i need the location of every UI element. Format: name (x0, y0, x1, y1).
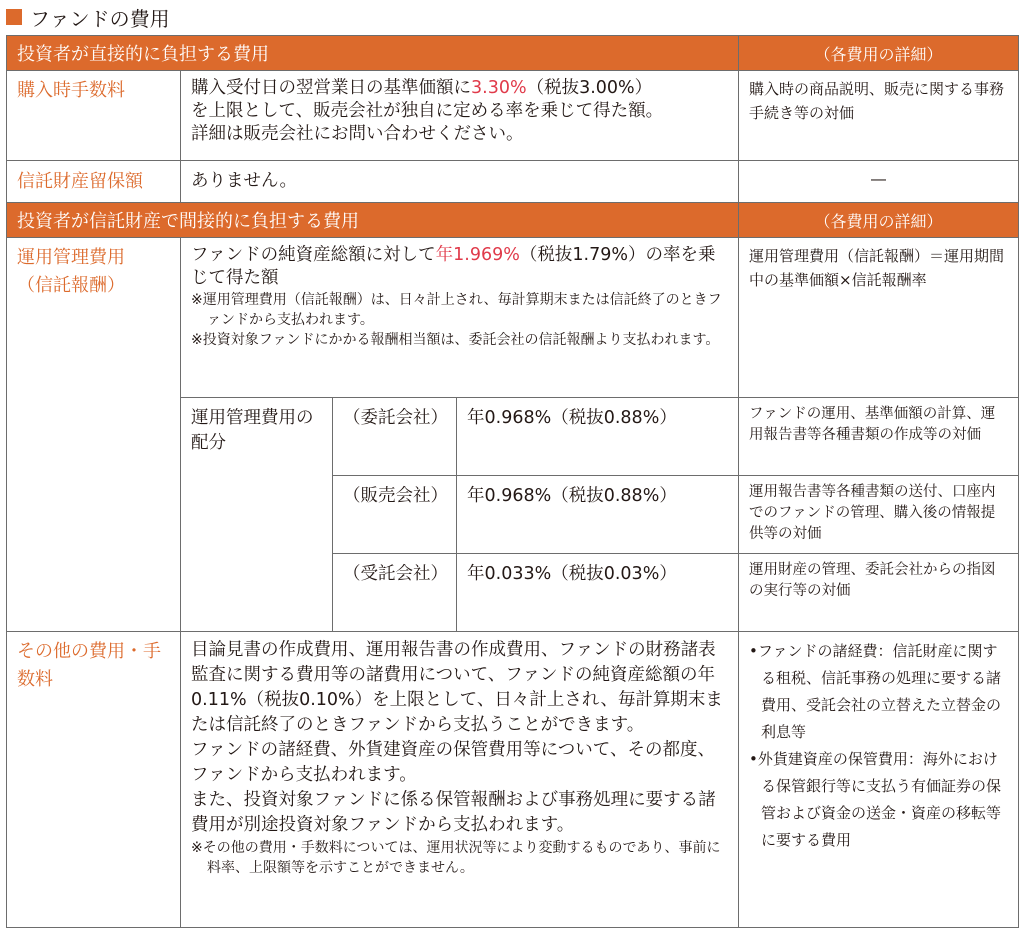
fee-table (6, 35, 1019, 928)
other-fees-detail (739, 632, 1019, 928)
other-fees-para1: 目論見書の作成費用、運用報告書の作成費用、ファンドの財務諸表監査に関する費用等の諸費用について、ファンドの純資産総額の年0.11%（税抜0.10%）を上限として、日々計上され、毎計算期末または信託終了のときファンドから支払うことができます。 (191, 640, 723, 735)
section-heading (6, 2, 170, 32)
allocation-label: 運用管理費用の配分 (181, 398, 333, 632)
allocation-rate: 年0.968%（税抜0.88%） (457, 398, 739, 476)
purchase-fee-line2: を上限として、販売会社が独自に定める率を乗じて得た額。 (191, 101, 664, 121)
management-fee-row (7, 238, 1019, 398)
retention-label: 信託財産留保額 (7, 161, 181, 203)
purchase-fee-label: 購入時手数料 (7, 71, 181, 161)
retention-content: ありません。 (181, 161, 739, 203)
allocation-detail: 運用報告書等各種書類の送付、口座内でのファンドの管理、購入後の情報提供等の対価 (739, 476, 1019, 554)
purchase-fee-content (181, 71, 739, 161)
retention-detail: ― (739, 161, 1019, 203)
management-fee-label: 運用管理費用 （信託報酬） (7, 238, 181, 632)
other-fees-para3: また、投資対象ファンドに係る保管報酬および事務処理に要する諸費用が別途投資対象ファンドから支払われます。 (191, 790, 716, 835)
retention-row (7, 161, 1019, 203)
other-fees-label: その他の費用・手数料 (7, 632, 181, 928)
allocation-party: （委託会社） (333, 398, 457, 476)
other-fees-bullet: •外貨建資産の保管費用：海外における保管銀行等に支払う有価証券の保管および資金の送金・資産の移転等に要する費用 (749, 750, 1002, 849)
indirect-costs-band (7, 203, 1019, 238)
purchase-fee-detail: 購入時の商品説明、販売に関する事務手続き等の対価 (739, 71, 1019, 161)
allocation-detail: ファンドの運用、基準価額の計算、運用報告書等各種書類の作成等の対価 (739, 398, 1019, 476)
management-fee-content (181, 238, 739, 398)
allocation-rate: 年0.033%（税抜0.03%） (457, 554, 739, 632)
other-fees-note: ※その他の費用・手数料については、運用状況等により変動するものであり、事前に料率、上限額等を示すことができません。 (191, 840, 721, 876)
purchase-fee-rate: 3.30% (471, 78, 527, 98)
square-bullet-icon (6, 9, 22, 25)
purchase-fee-row (7, 71, 1019, 161)
management-fee-main: ファンドの純資産総額に対して年1.969%（税抜1.79%）の率を乗じて得た額 (191, 245, 716, 288)
purchase-fee-line1: 購入受付日の翌営業日の基準価額に3.30%（税抜3.00%） (191, 78, 653, 98)
direct-costs-title: 投資者が直接的に負担する費用 (7, 36, 739, 71)
management-fee-note2: ※投資対象ファンドにかかる報酬相当額は、委託会社の信託報酬より支払われます。 (191, 332, 720, 348)
indirect-costs-detail-header: （各費用の詳細） (739, 203, 1019, 238)
allocation-detail: 運用財産の管理、委託会社からの指図の実行等の対価 (739, 554, 1019, 632)
allocation-rate: 年0.968%（税抜0.88%） (457, 476, 739, 554)
other-fees-content (181, 632, 739, 928)
management-fee-note1: ※運用管理費用（信託報酬）は、日々計上され、毎計算期末または信託終了のときファンドから支払われます。 (191, 292, 722, 328)
indirect-costs-title: 投資者が信託財産で間接的に負担する費用 (7, 203, 739, 238)
other-fees-para2: ファンドの諸経費、外貨建資産の保管費用等について、その都度、ファンドから支払われます。 (191, 740, 715, 785)
management-fee-detail: 運用管理費用（信託報酬）＝運用期間中の基準価額×信託報酬率 (739, 238, 1019, 398)
direct-costs-band (7, 36, 1019, 71)
other-fees-row (7, 632, 1019, 928)
management-fee-rate: 年1.969% (435, 245, 520, 265)
allocation-party: （受託会社） (333, 554, 457, 632)
other-fees-bullet: •ファンドの諸経費：信託財産に関する租税、信託事務の処理に要する諸費用、受託会社の立替えた立替金の利息等 (749, 642, 1002, 741)
direct-costs-detail-header: （各費用の詳細） (739, 36, 1019, 71)
allocation-party: （販売会社） (333, 476, 457, 554)
purchase-fee-line3: 詳細は販売会社にお問い合わせください。 (191, 124, 524, 144)
section-title: ファンドの費用 (30, 6, 170, 31)
